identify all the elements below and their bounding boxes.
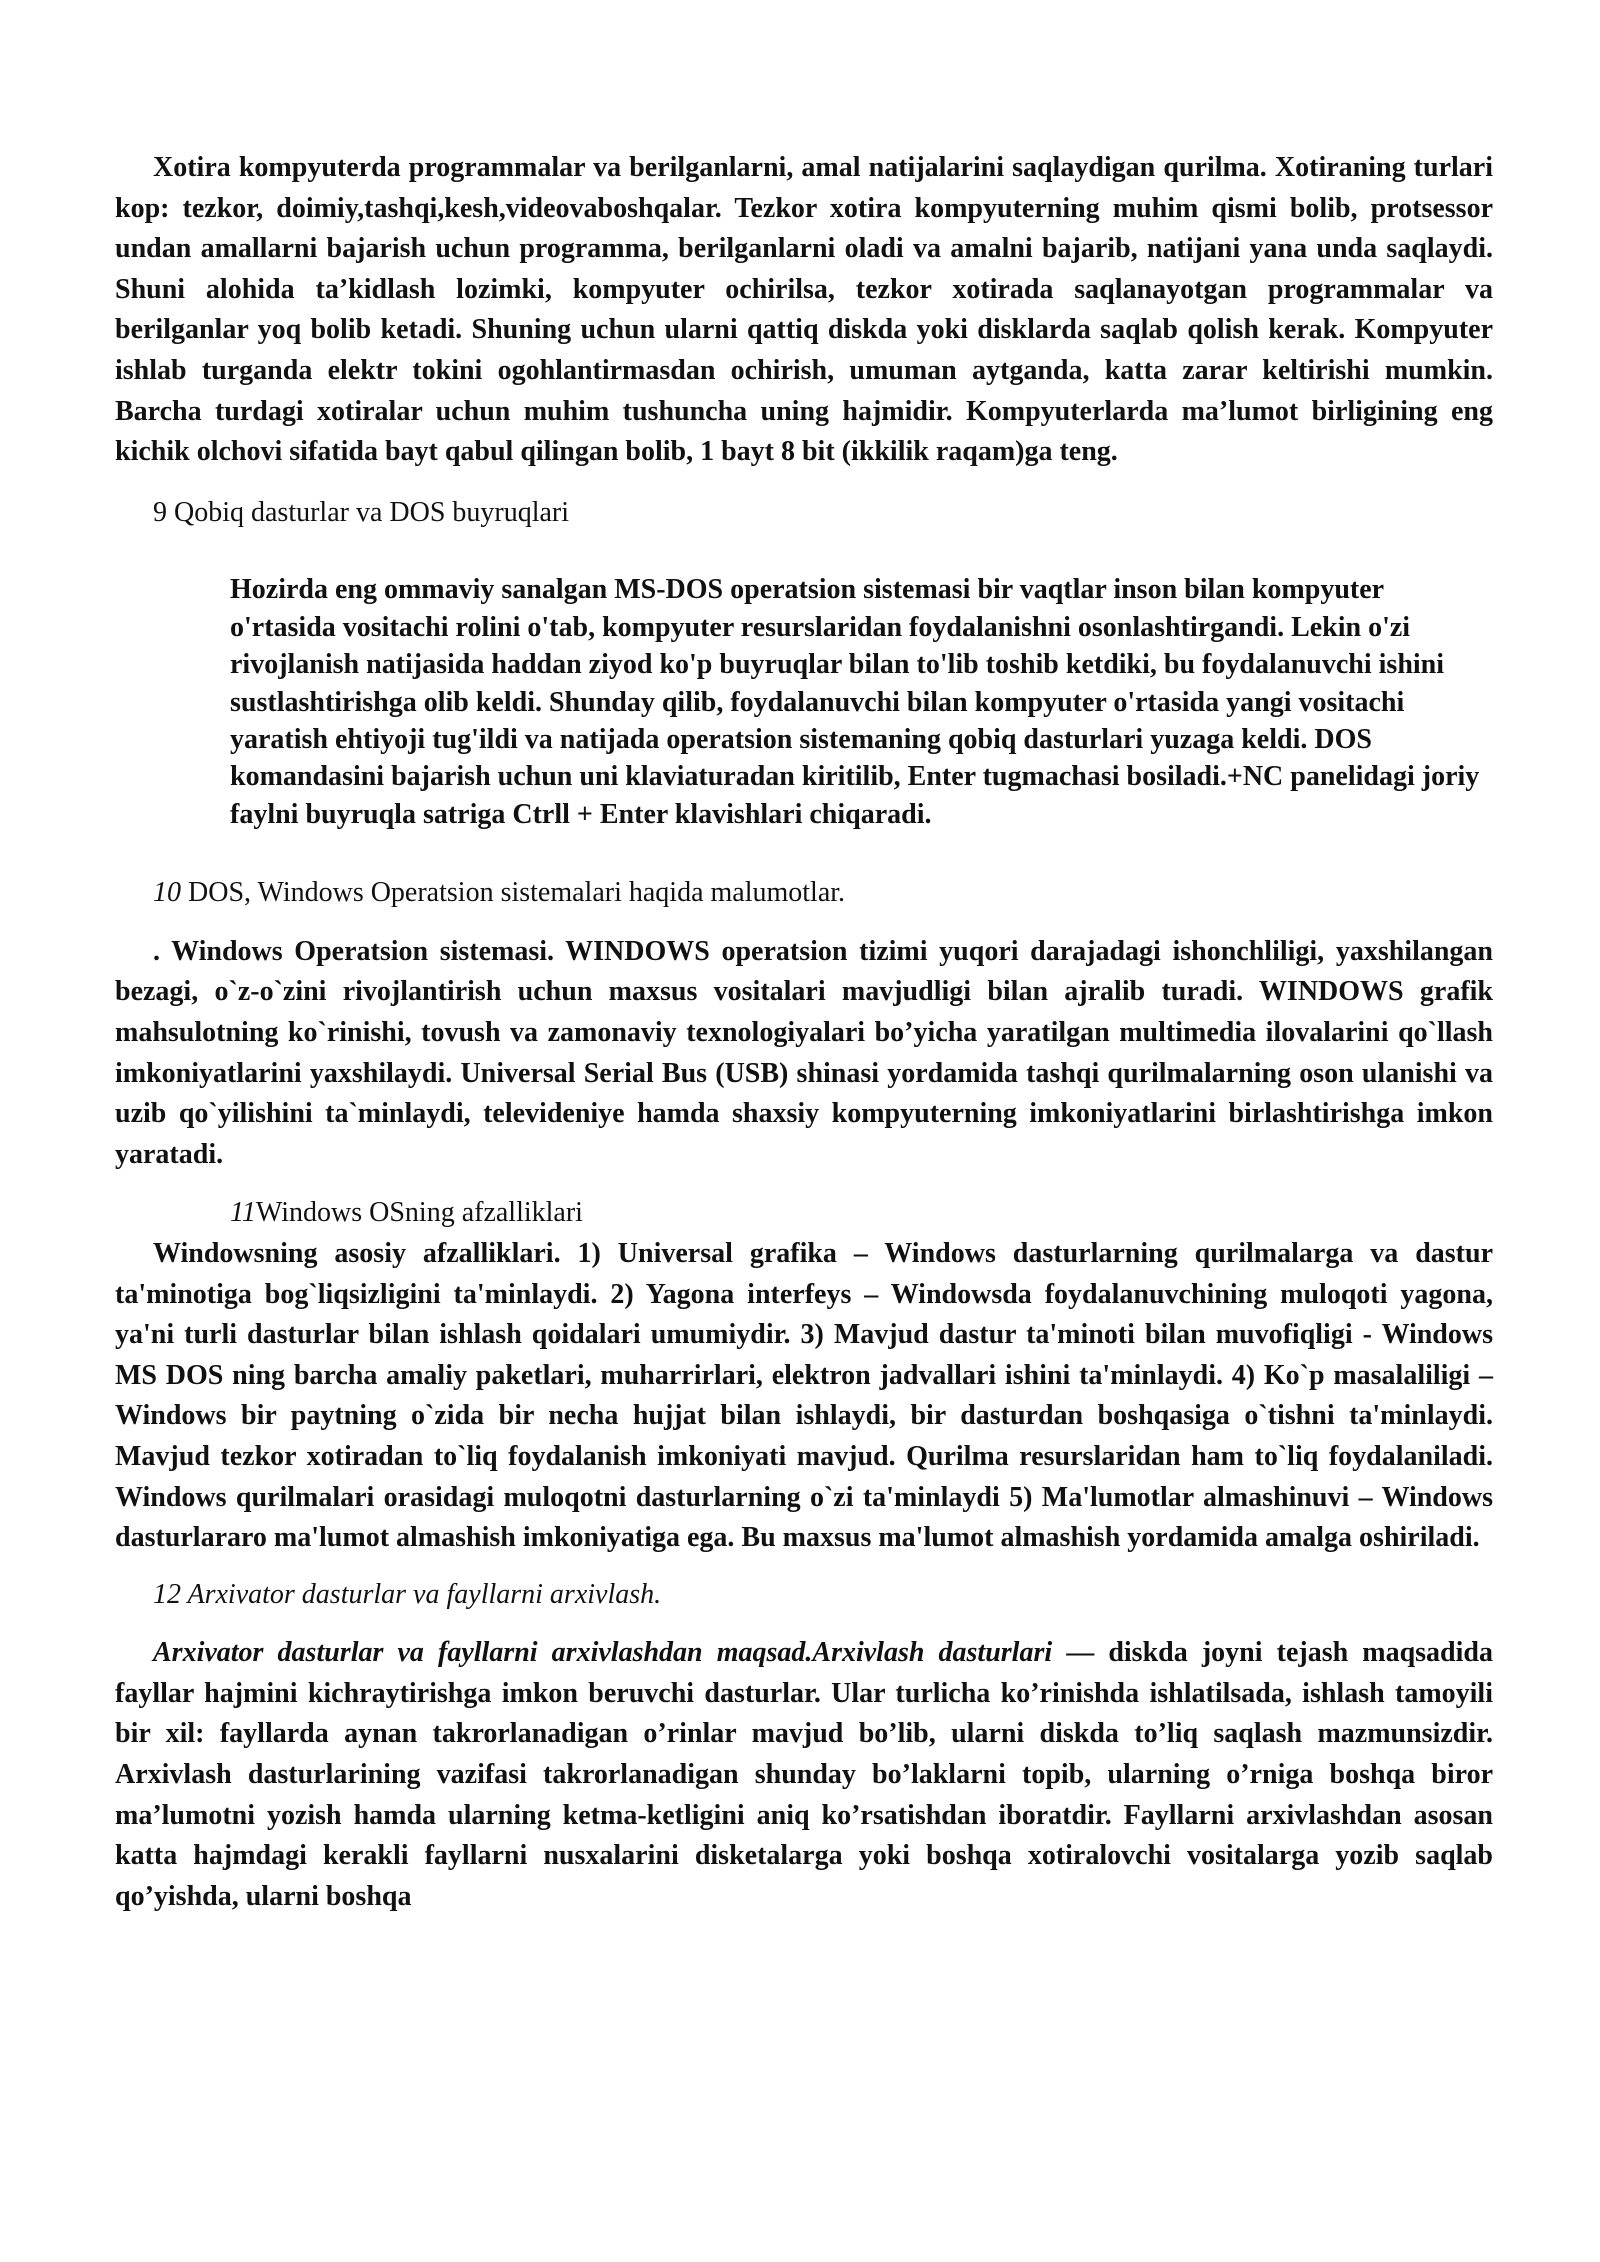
memory-paragraph: Xotira kompyuterda programmalar va berilganlarni, amal natijalarini saqlaydigan qurilma. Xotiraning turlari kop: tezkor, doimiy,tashqi,kesh,videovaboshqalar. Tezkor xotira kompyuterning muhim qismi bolib, protsessor undan amallarni bajarish uchun programma, berilganlarni oladi va amalni bajarib, natijani yana unda saqlaydi. Shuni alohida ta’kidlash lozimki, kompyuter ochirilsa, tezkor xotirada saqlanayotgan programmalar va berilganlar yoq bolib ketadi. Shuning uchun ularni qattiq diskda yoki disklarda saqlab qolish kerak. Kompyuter ishlab turganda elektr tokini ogohlantirmasdan ochirish, umuman aytganda, katta zarar keltirishi mumkin. Barcha turdagi xotiralar uchun muhim tushuncha uning hajmidir. Kompyuterlarda ma’lumot birligining eng kichik olchovi sifatida bayt qabul qilingan bolib, 1 bayt 8 bit (ikkilik raqam)ga teng. [115, 152, 1493, 468]
section-10-number: 10 [153, 877, 181, 909]
archive-paragraph [115, 1633, 1493, 1917]
section-9-heading: 9 Qobiq dasturlar va DOS buyruqlari [153, 496, 570, 528]
section-11-number: 11 [230, 1197, 256, 1229]
archive-paragraph-body: — diskda joyni tejash maqsadida fayllar hajmini kichraytirishga imkon beruvchi dasturlar. Ular turlicha ko’rinishda ishlatilsada, ishlash tamoyili bir xil: fayllarda aynan takrorlanadigan o’rinlar mavjud bo’lib, ularni diskda to’liq saqlash mazmunsizdir. Arxivlash dasturlarining vazifasi takrorlanadigan shunday bo’laklarni topib, ularning o’rniga boshqa biror ma’lumotni yozish hamda ularning ketma-ketligini aniq ko’rsatishdan iboratdir. Fayllarni arxivlashdan asosan katta hajmdagi kerakli fayllarni nusxalarini disketalarga yoki boshqa xotiralovchi vositalarga yozib saqlab qo’yishda, ularni boshqa [115, 1637, 1493, 1912]
section-12-heading: 12 Arxivator dasturlar va fayllarni arxivlash. [153, 1578, 662, 1610]
document-page [115, 148, 1493, 1917]
section-11-title: Windows OSning afzalliklari [255, 1197, 583, 1229]
section-10-heading [115, 873, 1493, 914]
windows-paragraph: . Windows Operatsion sistemasi. WINDOWS operatsion tizimi yuqori darajadagi ishonchliligi, yaxshilangan bezagi, o`z-o`zini rivojlantirish uchun maxsus vositalari mavjudligi bilan ajralib turadi. WINDOWS grafik mahsulotning ko`rinishi, tovush va zamonaviy texnologiyalari bo’yicha yaratilgan multimedia ilovalarini qo`llash imkoniyatlarini yaxshilaydi. Universal Serial Bus (USB) shinasi yordamida tashqi qurilmalarning oson ulanishi va uzib qo`yilishini ta`minlaydi, televideniye hamda shaxsiy kompyuterning imkoniyatlarini birlashtirishga imkon yaratadi. [115, 935, 1493, 1170]
archive-paragraph-lead: Arxivator dasturlar va fayllarni arxivlashdan maqsad.Arxivlash dasturlari [153, 1637, 1053, 1669]
section-10-title: DOS, Windows Operatsion sistemalari haqida malumotlar. [181, 877, 846, 909]
section-11-heading [115, 1193, 1493, 1234]
dos-shell-paragraph: Hozirda eng ommaviy sanalgan MS-DOS operatsion sistemasi bir vaqtlar inson bilan kompyuter o'rtasida vositachi rolini o'tab, kompyuter resurslaridan foydalanishni osonlashtirgandi. Lekin o'zi rivojlanish natijasida haddan ziyod ko'p buyruqlar bilan to'lib toshib ketdiki, bu foydalanuvchi ishini sustlashtirishga olib keldi. Shunday qilib, foydalanuvchi bilan kompyuter o'rtasida yangi vositachi yaratish ehtiyoji tug'ildi va natijada operatsion sistemaning qobiq dasturlari yuzaga keldi. DOS komandasini bajarish uchun uni klaviaturadan kiritilib, Enter tugmachasi bosiladi.+NC panelidagi joriy faylni buyruqla satriga Ctrll + Enter klavishlari chiqaradi. [230, 574, 1480, 830]
advantages-paragraph: Windowsning asosiy afzalliklari. 1) Universal grafika – Windows dasturlarning qurilmalarga va dastur ta'minotiga bog`liqsizligini ta'minlaydi. 2) Yagona interfeys – Windowsda foydalanuvchining muloqoti yagona, ya'ni turli dasturlar bilan ishlash qoidalari umumiydir. 3) Mavjud dastur ta'minoti bilan muvofiqligi - Windows MS DOS ning barcha amaliy paketlari, muharrirlari, elektron jadvallari ishini ta'minlaydi. 4) Ko`p masalaliligi – Windows bir paytning o`zida bir necha hujjat bilan ishlaydi, bir dasturdan boshqasiga o`tishni ta'minlaydi. Mavjud tezkor xotiradan to`liq foydalanish imkoniyati mavjud. Qurilma resurslaridan ham to`liq foydalaniladi. Windows qurilmalari orasidagi muloqotni dasturlarning o`zi ta'minlaydi 5) Ma'lumotlar almashinuvi – Windows dasturlararo ma'lumot almashish imkoniyatiga ega. Bu maxsus ma'lumot almashish yordamida amalga oshiriladi. [115, 1237, 1493, 1554]
